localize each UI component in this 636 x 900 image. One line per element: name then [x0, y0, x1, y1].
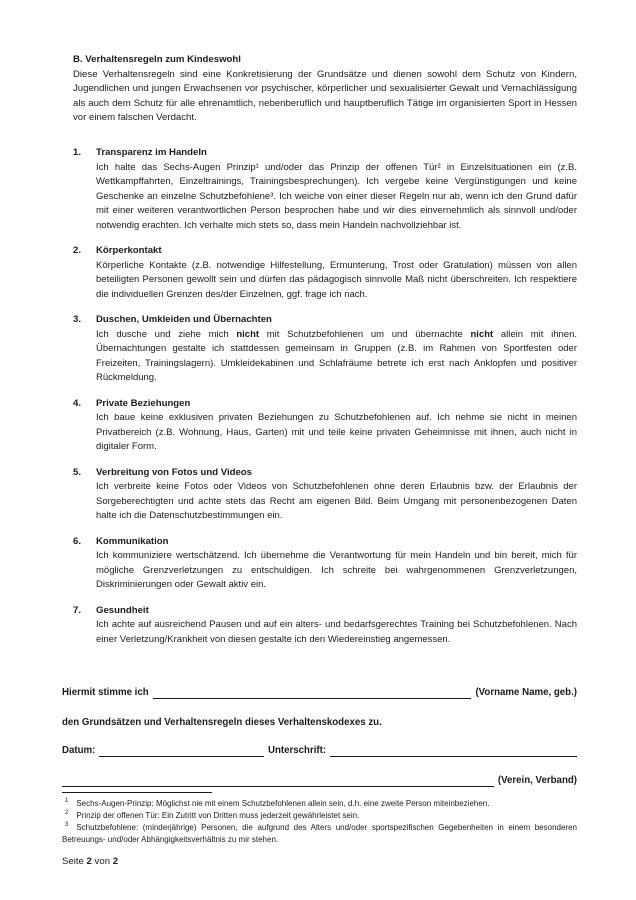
section-title: Transparenz im Handeln	[96, 147, 207, 158]
footnote-3	[62, 822, 577, 846]
name-line	[62, 686, 577, 701]
signature-label: Unterschrift:	[267, 745, 327, 756]
page-number-text: von	[91, 856, 113, 867]
body-text-emphasis: nicht	[470, 328, 494, 340]
footnote-1	[62, 798, 577, 810]
section-number: 5.	[73, 466, 82, 478]
section-title: Verbreitung von Fotos und Videos	[96, 466, 253, 478]
page-number-footer	[62, 855, 118, 870]
footnote-text: Prinzip der offenen Tür: Ein Zutritt von Dritten muss jederzeit gewährleistet sein.	[76, 811, 360, 820]
name-hint-label: (Vorname Name, geb.)	[475, 687, 577, 698]
rule-section-4	[73, 397, 577, 455]
body-text: allein mit ihnen. Übernachtungen gestalte ich stattdessen gemeinsam in Gruppen (z.B. im Rahmen von Sportfesten oder Freizeiten, Trainingslagern). Umkleidekabinen und Schlafräume betrete ich erst nach Anklopfen und positiver Rückmeldung.	[96, 328, 577, 383]
section-title: Duschen, Umkleiden und Übernachten	[96, 314, 272, 325]
rule-section-2	[73, 244, 577, 302]
footnote-text: Schutzbefohlene: (minderjährige) Personen, die aufgrund des Alters und/oder sportspezifischen Gegebenheiten in einem besonderen Betreuungs- und/oder Abhängigkeitsverhältnis zu mir stehen.	[62, 823, 577, 844]
agreement-lead-label: Hiermit stimme ich	[62, 687, 149, 698]
document-header	[73, 53, 577, 126]
rule-section-3	[73, 313, 577, 386]
section-body: Ich halte das Sechs-Augen Prinzip¹ und/oder das Prinzip der offenen Tür² in Einzelsituationen ein (z.B. Wettkampffahrten, Einzeltrainings, Trainingsbesprechungen). Ich vergebe keine Vergünstigungen und keine Geschenke an einzelne Schutzbefohlene³. Ich weiche von einer dieser Regeln nur ab, wenn ich den Grund dafür mit einer weiteren verantwortlichen Person besprochen habe und wir dies einvernehmlich als sinnvoll und/oder notwendig erachten. Ich verhalte mich stets so, dass mein Handeln nachvollziehbar ist.	[96, 161, 577, 231]
section-title: Körperkontakt	[96, 245, 162, 256]
section-number: 4.	[73, 397, 82, 409]
intro-paragraph: Diese Verhaltensregeln sind eine Konkretisierung der Grundsätze und dienen sowohl dem Schutz von Kindern, Jugendlichen und jungen Erwachsenen vor psychischer, körperlicher und sexualisierter Gewalt und Vernachlässigung als auch dem Schutz für alle ehrenamtlich, nebenberuflich und hauptberuflich Tätige im organisierten Sport in Hessen vor einem falschen Verdacht.	[73, 68, 577, 123]
rule-section-5	[73, 466, 577, 524]
agreement-statement: den Grundsätzen und Verhaltensregeln dieses Verhaltenskodexes zu.	[62, 717, 382, 728]
footnote-marker: 1	[65, 798, 69, 805]
document-heading: B. Verhaltensregeln zum Kindeswohl	[73, 54, 241, 65]
section-title: Kommunikation	[96, 535, 169, 547]
date-label: Datum:	[62, 745, 96, 756]
footnote-2	[62, 810, 577, 822]
date-signature-line	[62, 744, 577, 759]
footnotes-block	[62, 792, 577, 846]
signature-fill-in-line	[330, 744, 577, 757]
date-fill-in-line	[99, 744, 264, 757]
section-body: Ich achte auf ausreichend Pausen und auf ein alters- und bedarfsgerechtes Training bei Schutzbefohlenen. Nach einer Verletzung/Krankheit von diesen gestalte ich den Wiedereinstieg angemessen.	[96, 619, 577, 645]
section-body: Ich baue keine exklusiven privaten Beziehungen zu Schutzbefohlenen auf. Ich nehme sie nicht in meinen Privatbereich (z.B. Wohnung, Haus, Garten) mit und teile keine privaten Geheimnisse mit ihnen, auch nicht in digitaler Form.	[96, 412, 577, 452]
agreement-block	[62, 686, 577, 789]
rule-section-1	[73, 146, 577, 233]
name-fill-in-line	[153, 686, 472, 699]
section-number: 6.	[73, 535, 82, 547]
rule-section-6	[73, 535, 577, 593]
section-number: 7.	[73, 604, 82, 616]
page-number-current: 2	[86, 856, 92, 867]
section-number: 2.	[73, 245, 82, 256]
section-title: Private Beziehungen	[96, 397, 191, 409]
section-body: Körperliche Kontakte (z.B. notwendige Hilfestellung, Ermunterung, Trost oder Gratulation) müssen von allen beteiligten Personen gewollt sein und dürfen das pädagogisch sinnvolle Maß nicht überschreiten. Ich respektiere die individuellen Grenzen des/der Einzelnen, ggf. frage ich nach.	[96, 259, 577, 300]
rule-section-7	[73, 604, 577, 648]
rules-list	[73, 146, 577, 658]
page-number-text: Seite	[62, 856, 87, 867]
section-number: 3.	[73, 314, 82, 325]
section-title: Gesundheit	[96, 604, 149, 616]
footnote-marker: 3	[65, 822, 69, 829]
section-body: Ich kommuniziere wertschätzend. Ich übernehme die Verantwortung für mein Handeln und bin bereit, mich für mögliche Grenzverletzungen zu entschuldigen. Ich schreite bei wahrgenommenen Grenzverletzungen, Diskriminierungen oder Gewalt aktiv ein.	[96, 550, 577, 590]
agreement-statement-line	[62, 716, 577, 731]
organization-fill-in-line	[62, 774, 494, 787]
footnote-marker: 2	[65, 810, 69, 817]
organization-hint-label: (Verein, Verband)	[497, 775, 577, 786]
section-number: 1.	[73, 147, 82, 158]
section-body	[96, 328, 577, 386]
section-body: Ich verbreite keine Fotos oder Videos von Schutzbefohlenen ohne deren Erlaubnis bzw. der Erlaubnis der Sorgeberechtigten und achte stets das Recht am eigenen Bild. Beim Umgang mit personenbezogenen Daten halte ich die Datenschutzbestimmungen ein.	[96, 481, 577, 521]
organization-line	[62, 774, 577, 789]
body-text-emphasis: nicht	[236, 328, 260, 340]
body-text: mit Schutzbefohlenen um und übernachte	[259, 328, 471, 340]
footnote-separator-rule	[62, 792, 212, 793]
page-number-total: 2	[112, 856, 119, 867]
footnote-text: Sechs-Augen-Prinzip: Möglichst nie mit einem Schutzbefohlenen allein sein, d.h. eine zweite Person miteinbeziehen.	[76, 799, 490, 808]
body-text: Ich dusche und ziehe mich	[96, 328, 237, 340]
